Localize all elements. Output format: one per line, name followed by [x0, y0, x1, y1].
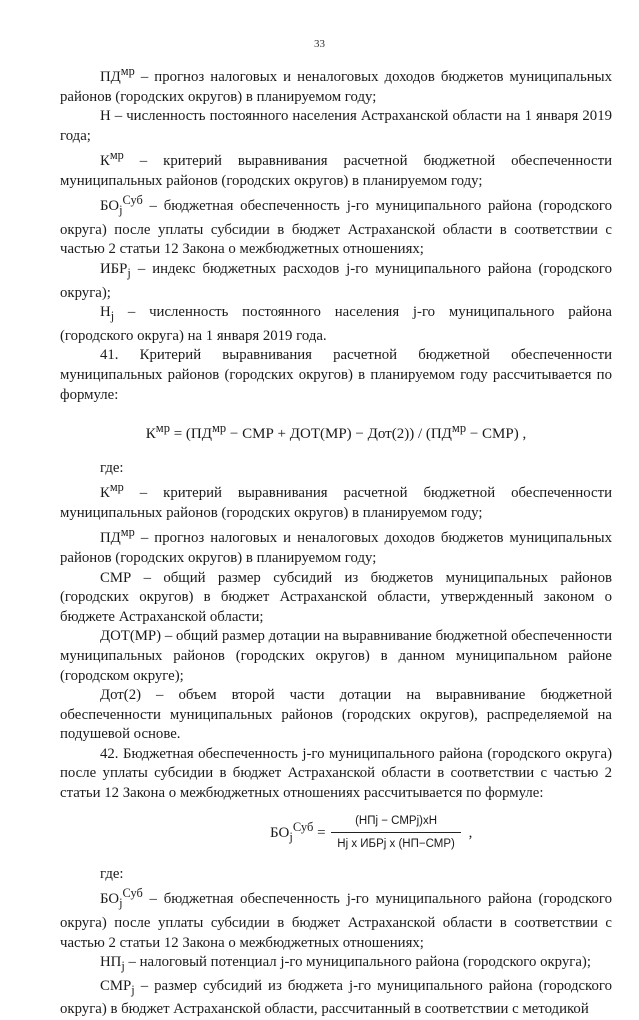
definition-term: $Н_j$ — [100, 304, 115, 324]
definition-term: Дот(2) — [100, 687, 142, 704]
where-label-41: где: — [100, 459, 124, 476]
formula-criterion — [60, 419, 612, 445]
definition-text: – бюджетная обеспеченность j-го муниципального района (городского округа) после уплаты субсидии в бюджет Астраханской области в соответствии с частью 2 статьи 12 Закона о межбюджетных отношениях; — [60, 891, 612, 951]
definition-text: – налоговый потенциал j-го муниципального района (городского округа); — [124, 954, 591, 971]
definition-term: $НП_j$ — [100, 954, 125, 974]
definition-term: $К^{мр}$ — [100, 148, 124, 170]
definitions-list-41 — [60, 478, 612, 745]
definition-item — [60, 478, 612, 523]
definition-item — [60, 303, 612, 346]
paragraph-41: 41. Критерий выравнивания расчетной бюджетной обеспеченности муниципальных районов (городских округов) в планируемом году рассчитывается по формуле: — [60, 347, 612, 403]
definition-item — [60, 62, 612, 107]
definition-item — [60, 627, 612, 686]
definition-text: – критерий выравнивания расчетной бюджетной обеспеченности муниципальных районов (городских округов) в планируемом году; — [60, 153, 612, 189]
definition-text: – размер субсидий из бюджета j-го муниципального района (городского округа) в бюджет Астраханской области, рассчитанный в соответствии с методикой — [60, 977, 612, 1018]
definition-text: – численность постоянного населения j-го муниципального района (городского округа) на 1 января 2019 года. — [60, 304, 612, 344]
definition-text: – объем второй части дотации на выравнивание бюджетной обеспеченности муниципальных районов (городских округов), распределяемой на подушевой основе. — [60, 687, 612, 743]
formula-criterion-text: $К^{мр} = (ПД^{мр}$ − СМР + $ДОТ(МР) - Дот(2)) / (ПД^{мр} - СМР)$ , — [145, 421, 527, 443]
definition-term: $БО_j^{Суб}$ — [100, 886, 143, 911]
paragraph-42: 42. Бюджетная обеспеченность j-го муниципального района (городского округа) после уплаты субсидии в бюджет Астраханской области в соответствии с частью 2 статьи 12 Закона о межбюджетных отношениях рассчитывается по формуле: — [60, 745, 612, 802]
definition-term: Н — [100, 108, 111, 125]
definition-term: $ПД^{мр}$ — [100, 525, 135, 547]
definition-item — [60, 686, 612, 745]
definition-term: $ПД^{мр}$ — [100, 64, 135, 85]
definition-term: $К^{мр}$ — [100, 480, 124, 502]
definition-term: $СМР_j$ — [100, 977, 135, 997]
definition-text: – общий размер субсидий из бюджетов муниципальных районов (городских округов) в бюджет Астраханской области, утвержденный законом о бюджете Астраханской области; — [60, 569, 612, 625]
definition-text: – бюджетная обеспеченность j-го муниципального района (городского округа) после уплаты субсидии в бюджет Астраханской области в соответствии с частью 2 статьи 12 Закона о межбюджетных отношениях; — [60, 198, 612, 258]
definition-text: – общий размер дотации на выравнивание бюджетной обеспеченности муниципальных районов (городских округов) в данном муниципальном районе (городском округе); — [60, 628, 612, 684]
definition-item — [60, 569, 612, 628]
definition-item — [60, 191, 612, 260]
definition-term: СМР — [100, 569, 132, 586]
definition-item — [60, 977, 612, 1020]
where-label-42: где: — [100, 865, 124, 882]
formula-fraction — [331, 812, 461, 855]
definition-item — [60, 953, 612, 977]
formula-budget-provision — [60, 812, 612, 855]
definition-term: ДОТ(МР) — [100, 628, 162, 645]
formula-denominator: Нj x ИБРj x (НП−СМР) — [337, 838, 455, 851]
definition-text: – критерий выравнивания расчетной бюджетной обеспеченности муниципальных районов (городских округов) в планируемом году; — [60, 485, 612, 521]
definition-text: – прогноз налоговых и неналоговых доходов бюджетов муниципальных районов (городских округов) в планируемом году; — [60, 530, 612, 566]
definition-text: – прогноз налоговых и неналоговых доходов бюджетов муниципальных районов (городских округов) в планируемом году; — [60, 68, 612, 105]
formula-comma: , — [468, 824, 473, 841]
definitions-list-top — [60, 62, 612, 346]
definition-text: – численность постоянного населения Астраханской области на 1 января 2019 года; — [60, 108, 612, 144]
definition-item — [60, 523, 612, 568]
definition-term: $БО_j^{Суб}$ — [100, 193, 143, 218]
definition-item — [60, 107, 612, 146]
definition-term: $ИБР_j$ — [100, 261, 131, 281]
definition-item — [60, 260, 612, 303]
formula-lhs: $БО_j^{Суб}$ = — [270, 819, 326, 844]
definition-text: – индекс бюджетных расходов j-го муниципального района (городского округа); — [60, 261, 612, 301]
page-number: 33 — [314, 38, 325, 50]
definition-item — [60, 884, 612, 953]
document-body — [60, 62, 612, 1020]
definition-item — [60, 146, 612, 191]
formula-numerator: (НПj − СМРj)хН — [331, 812, 461, 834]
